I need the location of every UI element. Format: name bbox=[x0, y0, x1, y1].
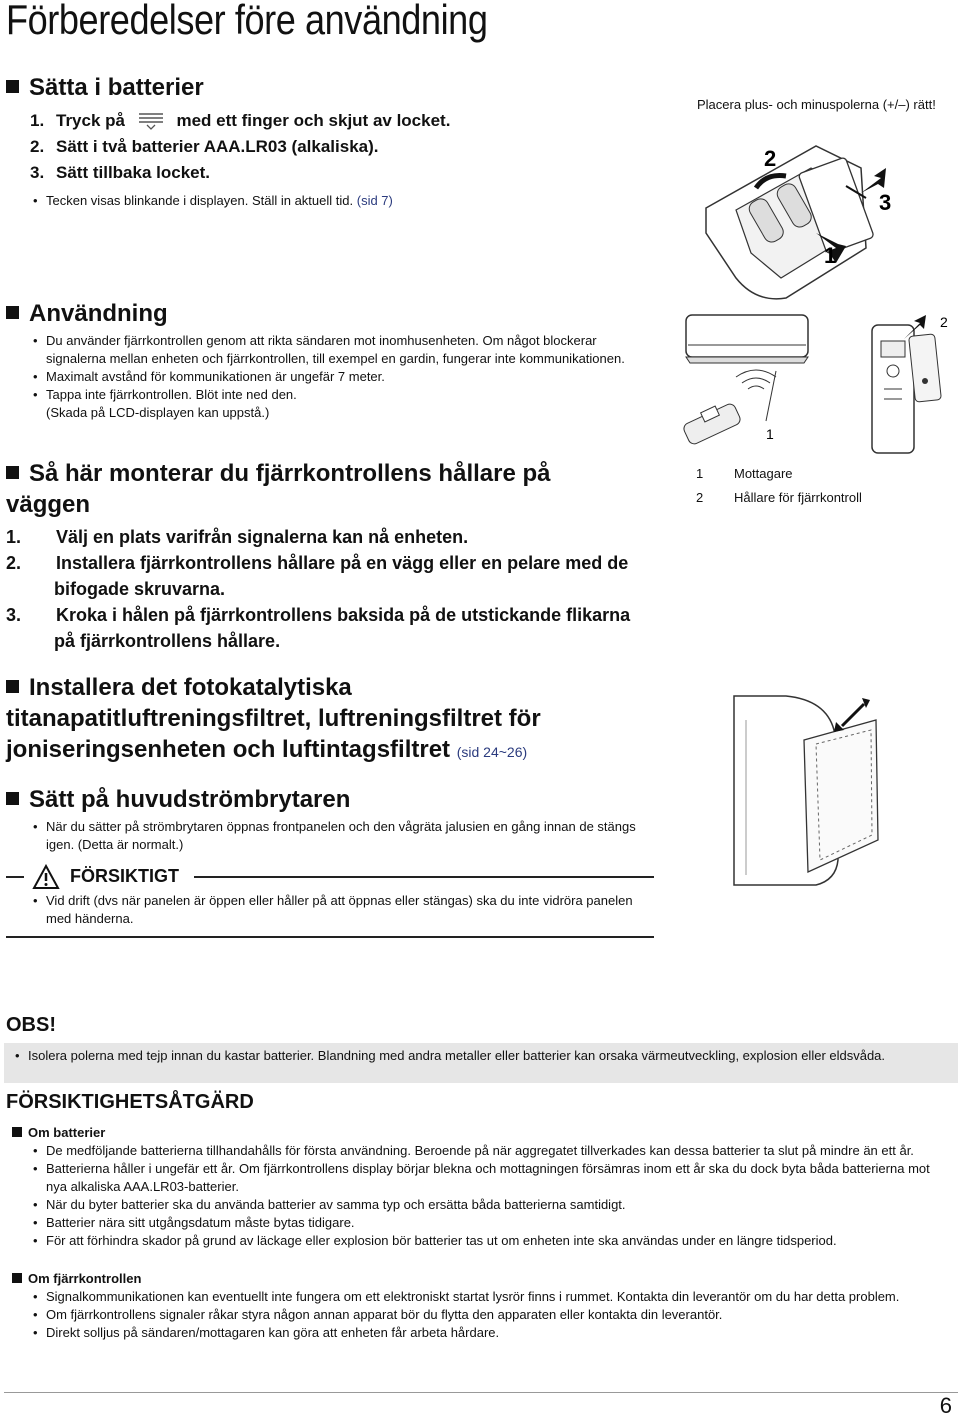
page-reference-link[interactable]: (sid 7) bbox=[356, 193, 393, 208]
section-heading-filters: Installera det fotokatalytiska titanapatitluftreningsfiltret, luftreningsfiltret för joniseringsenheten och luftintagsfiltret (sid 24~26) bbox=[6, 674, 541, 763]
battery-step-3: 3. Sätt tillbaka locket. bbox=[30, 163, 210, 182]
caution-rule-right bbox=[194, 876, 654, 878]
section-heading-usage: Användning bbox=[6, 298, 168, 329]
battery-step-2: 2. Sätt i två batterier AAA.LR03 (alkaliska). bbox=[30, 137, 379, 156]
usage-bullet-1: • Du använder fjärrkontrollen genom att rikta sändaren mot inomhusenheten. Om något blockerar signalerna mellan enheten och fjärrkontrollen, till exempel en gardin, fungerar inte kommunikationen. bbox=[30, 332, 650, 368]
obs-bullets bbox=[12, 1047, 952, 1065]
section-marker-icon bbox=[6, 306, 19, 319]
figure-label-holder: 2 bbox=[940, 314, 948, 330]
filter-illustration bbox=[726, 690, 886, 895]
obs-bullet: • Isolera polerna med tejp innan du kastar batterier. Blandning med andra metaller eller batterier kan orsaka värmeutveckling, explosion eller eldsvåda. bbox=[12, 1047, 952, 1065]
caution-rule-left bbox=[6, 876, 24, 878]
caution-rule-bottom bbox=[6, 936, 654, 938]
figure-label-3: 3 bbox=[879, 190, 892, 215]
precautions-subheading-batteries: Om batterier bbox=[12, 1124, 105, 1142]
page-title: Förberedelser före användning bbox=[6, 0, 488, 43]
page-reference-link[interactable]: (sid 24~26) bbox=[456, 744, 528, 760]
section-heading-mounting: Så här monterar du fjärrkontrollens hållare på väggen bbox=[6, 460, 551, 518]
mounting-step-1: 1. Välj en plats varifrån signalerna kan nå enheten. bbox=[6, 527, 469, 547]
precautions-subheading-remote: Om fjärrkontrollen bbox=[12, 1270, 141, 1288]
list-item: • För att förhindra skador på grund av läckage eller explosion bör batterier tas ut om enheten inte ska användas under en längre tidsperiod. bbox=[30, 1232, 940, 1250]
battery-steps bbox=[30, 108, 450, 186]
battery-figure-caption: Placera plus- och minuspolerna (+/–) rätt! bbox=[697, 97, 936, 112]
caution-bullet: • Vid drift (dvs när panelen är öppen eller håller på att öppnas eller stängas) ska du inte vidröra panelen med händerna. bbox=[30, 892, 650, 928]
section-heading-power: Sätt på huvudströmbrytaren bbox=[6, 784, 350, 815]
figure-label-1: 1 bbox=[824, 243, 837, 268]
power-bullets bbox=[30, 818, 650, 854]
legend-item-2: 2 Hållare för fjärrkontroll bbox=[696, 490, 862, 505]
legend-item-1: 1 Mottagare bbox=[696, 466, 793, 481]
warning-icon bbox=[32, 864, 60, 890]
mounting-steps bbox=[6, 524, 650, 654]
caution-bullets bbox=[30, 892, 650, 928]
section-marker-icon bbox=[6, 680, 19, 693]
precautions-title: FÖRSIKTIGHETSÅTGÄRD bbox=[6, 1091, 254, 1113]
battery-illustration bbox=[696, 138, 956, 303]
section-marker-icon bbox=[6, 792, 19, 805]
usage-note: (Skada på LCD-displayen kan uppstå.) bbox=[46, 405, 270, 420]
battery-bullet: • Tecken visas blinkande i displayen. Ställ in aktuell tid. (sid 7) bbox=[30, 192, 590, 210]
list-item: • De medföljande batterierna tillhandahålls för första användning. Beroende på när aggregatet tillverkades kan dessa batterier ta slut på mindre än ett år. bbox=[30, 1142, 940, 1160]
list-item: • När du byter batterier ska du använda batterier av samma typ och ersätta båda batterierna samtidigt. bbox=[30, 1196, 940, 1214]
list-item: • Direkt solljus på sändaren/mottagaren kan göra att enheten får arbeta hårdare. bbox=[30, 1324, 940, 1342]
footer-rule bbox=[4, 1392, 958, 1393]
section-marker-icon bbox=[6, 80, 19, 93]
cover-slide-icon bbox=[136, 110, 166, 128]
page-number: 6 bbox=[939, 1393, 952, 1418]
battery-bullets bbox=[30, 192, 590, 210]
precautions-remote-list bbox=[30, 1288, 940, 1342]
usage-bullets bbox=[30, 332, 650, 422]
obs-title: OBS! bbox=[6, 1014, 56, 1036]
usage-bullet-2: • Maximalt avstånd för kommunikationen är ungefär 7 meter. bbox=[30, 368, 650, 386]
figure-label-2: 2 bbox=[764, 146, 777, 171]
usage-bullet-3: • Tappa inte fjärrkontrollen. Blöt inte ned den. bbox=[30, 386, 650, 404]
section-marker-icon bbox=[12, 1127, 22, 1137]
list-item: • Batterierna håller i ungefär ett år. Om fjärrkontrollens display börjar blekna och mottagningen försämras inom ett år ska du dock byta båda batterierna mot nya alkaliska AAA.LR03-batterier. bbox=[30, 1160, 940, 1196]
usage-illustration bbox=[676, 305, 956, 457]
mounting-step-3: 3. Kroka i hålen på fjärrkontrollens baksida på de utstickande flikarna på fjärrkontrollens hållare. bbox=[6, 605, 631, 651]
figure-legend bbox=[696, 462, 862, 510]
battery-step-1: 1. Tryck på med ett finger och skjut av locket. bbox=[30, 111, 451, 130]
caution-label: FÖRSIKTIGT bbox=[70, 866, 179, 886]
section-marker-icon bbox=[12, 1273, 22, 1283]
list-item: • Batterier nära sitt utgångsdatum måste bytas tidigare. bbox=[30, 1214, 940, 1232]
section-marker-icon bbox=[6, 466, 19, 479]
list-item: • Om fjärrkontrollens signaler råkar styra någon annan apparat bör du flytta den apparaten eller kontakta din leverantör. bbox=[30, 1306, 940, 1324]
power-bullet: • När du sätter på strömbrytaren öppnas frontpanelen och den vågräta jalusien en gång innan de stängs igen. (Detta är normalt.) bbox=[30, 818, 650, 854]
mounting-step-2: 2. Installera fjärrkontrollens hållare på en vägg eller en pelare med de bifogade skruvarna. bbox=[6, 553, 629, 599]
section-heading-batteries: Sätta i batterier bbox=[6, 72, 204, 103]
figure-label-receiver: 1 bbox=[766, 426, 774, 442]
precautions-battery-list bbox=[30, 1142, 940, 1250]
list-item: • Signalkommunikationen kan eventuellt inte fungera om ett elektroniskt startat lysrör finns i rummet. Kontakta din leverantör om du har detta problem. bbox=[30, 1288, 940, 1306]
